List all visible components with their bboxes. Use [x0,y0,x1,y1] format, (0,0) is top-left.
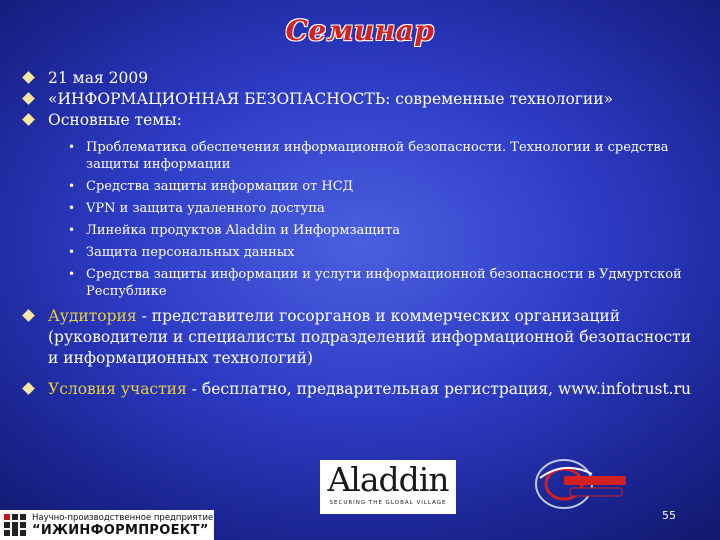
list-item-date [22,68,702,89]
aladdin-logo-tagline: SECURING THE GLOBAL VILLAGE [329,500,447,506]
diamond-bullet-icon [22,71,35,84]
audience-label: Аудитория [48,307,137,325]
diamond-bullet-icon [22,382,35,395]
topics-list [62,139,702,300]
company-mark-icon [4,514,26,536]
slide-title: Семинар [285,14,435,47]
aladdin-logo-word: Aladdin [327,460,449,499]
dot-bullet-icon: • [68,267,76,281]
company-line-2: “ИЖИНФОРМПРОЕКТ” [32,523,209,538]
topic-text: Средства защиты информации и услуги информационной безопасности в Удмуртской Республике [86,267,682,299]
topic-text: Средства защиты информации от НСД [86,179,354,194]
list-item-conditions [22,379,702,400]
topic-item [62,178,706,195]
topic-item [62,266,706,300]
list-item-audience [22,306,702,369]
dot-bullet-icon: • [68,179,76,193]
topic-item [62,200,706,217]
topic-text: Защита персональных данных [86,245,295,260]
aladdin-logo [320,460,456,514]
conditions-text: - бесплатно, предварительная регистрация, www.infotrust.ru [186,380,692,398]
dot-bullet-icon: • [68,245,76,259]
topics-heading: Основные темы: [48,111,182,129]
topic-item [62,139,706,173]
company-logo-block [0,510,214,540]
dot-bullet-icon: • [68,140,76,154]
infotrust-logo [530,452,630,512]
list-item-seminar-name [22,89,702,110]
page-number: 55 [662,509,676,522]
conditions-label: Условия участия [48,380,187,398]
main-list [22,68,702,400]
company-line-1: Научно-производственное предприятие [32,513,214,523]
topic-item [62,244,706,261]
list-item-topics [22,110,702,131]
diamond-bullet-icon [22,92,35,105]
diamond-bullet-icon [22,113,35,126]
date-text: 21 мая 2009 [48,69,149,87]
topic-text: Проблематика обеспечения информационной безопасности. Технологии и средства защиты информации [86,140,669,172]
seminar-name-text: «ИНФОРМАЦИОННАЯ БЕЗОПАСНОСТЬ: современные технологии» [48,90,614,108]
infotrust-logo-icon [530,452,630,512]
topic-text: Линейка продуктов Aladdin и Информзащита [86,223,400,238]
diamond-bullet-icon [22,309,35,322]
topic-text: VPN и защита удаленного доступа [86,201,325,216]
dot-bullet-icon: • [68,201,76,215]
dot-bullet-icon: • [68,223,76,237]
topic-item [62,222,706,239]
audience-text: - представители госорганов и коммерческих организаций (руководители и специалисты подразделений информационной безопасности и информационных технологий) [48,307,692,367]
